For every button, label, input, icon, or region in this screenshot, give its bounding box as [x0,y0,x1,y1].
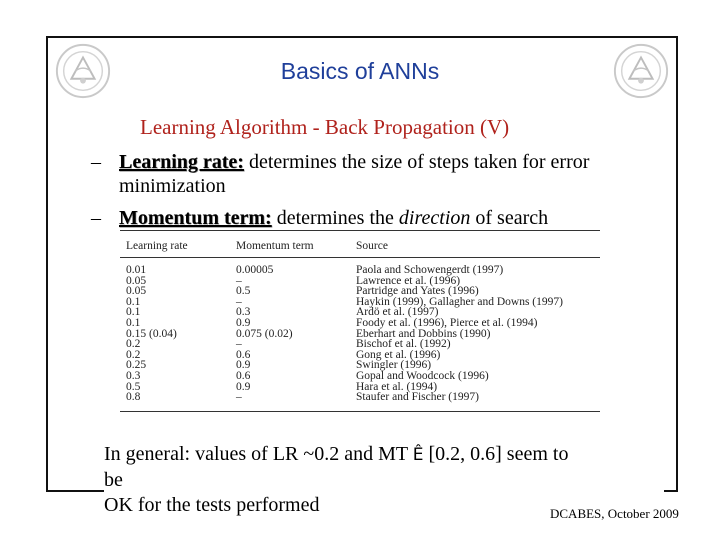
cell-learning-rate: 0.1 [126,295,141,308]
header-source: Source [356,240,388,252]
bullet-dash: – [91,151,101,173]
table-rule [120,411,600,412]
cell-learning-rate: 0.2 [126,338,141,351]
cell-source: Paola and Schowengerdt (1997) [356,264,504,276]
cell-learning-rate: 0.05 [126,285,147,298]
cell-source: Foody et al. (1996), Pierce et al. (1994) [356,316,538,329]
cell-source: Partridge and Yates (1996) [356,285,479,298]
cell-source: Lawrence et al. (1996) [356,274,461,287]
cell-momentum-term: 0.5 [236,285,251,298]
cell-momentum-term: – [236,274,242,287]
bullet-learning-rate [91,150,590,198]
bullet-emphasis: direction [398,207,471,229]
header-momentum-term: Momentum term [236,240,314,252]
table-row [120,392,600,403]
cell-source: Bischof et al. (1992) [356,338,451,351]
cell-learning-rate: 0.2 [126,348,141,361]
cell-momentum-term: 0.3 [236,306,251,319]
conclusion-line: be [104,469,123,491]
cell-source: Gong et al. (1996) [356,348,441,361]
cell-learning-rate: 0.25 [126,359,147,372]
cell-source: Haykin (1999), Gallagher and Downs (1997) [356,295,563,308]
cell-source: Staufer and Fischer (1997) [356,391,479,404]
table-body [120,258,600,411]
cell-learning-rate: 0.15 (0.04) [126,327,177,340]
conclusion-line: In general: values of LR ~0.2 and MT [104,443,408,465]
cell-momentum-term: 0.9 [236,359,251,372]
bullet-term: Learning rate: [119,151,244,173]
conclusion-line: OK for the tests performed [104,494,320,516]
cell-source: Eberhart and Dobbins (1990) [356,327,491,340]
cell-learning-rate: 0.05 [126,274,147,287]
cell-momentum-term: 0.6 [236,348,251,361]
table-row [120,318,600,329]
cell-source: Hara et al. (1994) [356,380,438,393]
cell-learning-rate: 0.1 [126,306,141,319]
bullet-momentum-term [91,206,549,230]
header-learning-rate: Learning rate [126,240,188,252]
bullet-continuation: minimization [119,175,226,197]
cell-source: Swingler (1996) [356,359,432,372]
bullet-text: of search [470,207,549,229]
conclusion-symbol: Ê [412,445,424,465]
cell-momentum-term: 0.6 [236,369,251,382]
cell-learning-rate: 0.8 [126,391,141,404]
slide-footer: DCABES, October 2009 [550,506,679,521]
cell-momentum-term: 0.00005 [236,264,274,276]
cell-learning-rate: 0.5 [126,380,141,393]
cell-momentum-term: – [236,391,242,404]
slide-subtitle: Learning Algorithm - Back Propagation (V) [140,115,510,139]
cell-momentum-term: 0.9 [236,316,251,329]
conclusion-line: [0.2, 0.6] seem to [423,443,569,465]
bullet-dash: – [91,207,101,229]
cell-learning-rate: 0.01 [126,264,147,276]
cell-momentum-term: – [236,338,242,351]
bullet-text: determines the size of steps taken for error [243,151,590,173]
bullet-text: determines the [271,207,399,229]
cell-momentum-term: – [236,295,242,308]
slide-title: Basics of ANNs [280,58,440,84]
cell-learning-rate: 0.1 [126,316,141,329]
cell-source: Ardö et al. (1997) [356,306,439,319]
cell-momentum-term: 0.9 [236,380,251,393]
table-row [120,265,600,276]
cell-learning-rate: 0.3 [126,369,141,382]
bullet-term: Momentum term: [119,207,272,229]
cell-momentum-term: 0.075 (0.02) [236,327,293,340]
table-header [120,231,600,257]
parameters-table [120,230,600,412]
cell-source: Gopal and Woodcock (1996) [356,369,489,382]
table-row [120,371,600,382]
